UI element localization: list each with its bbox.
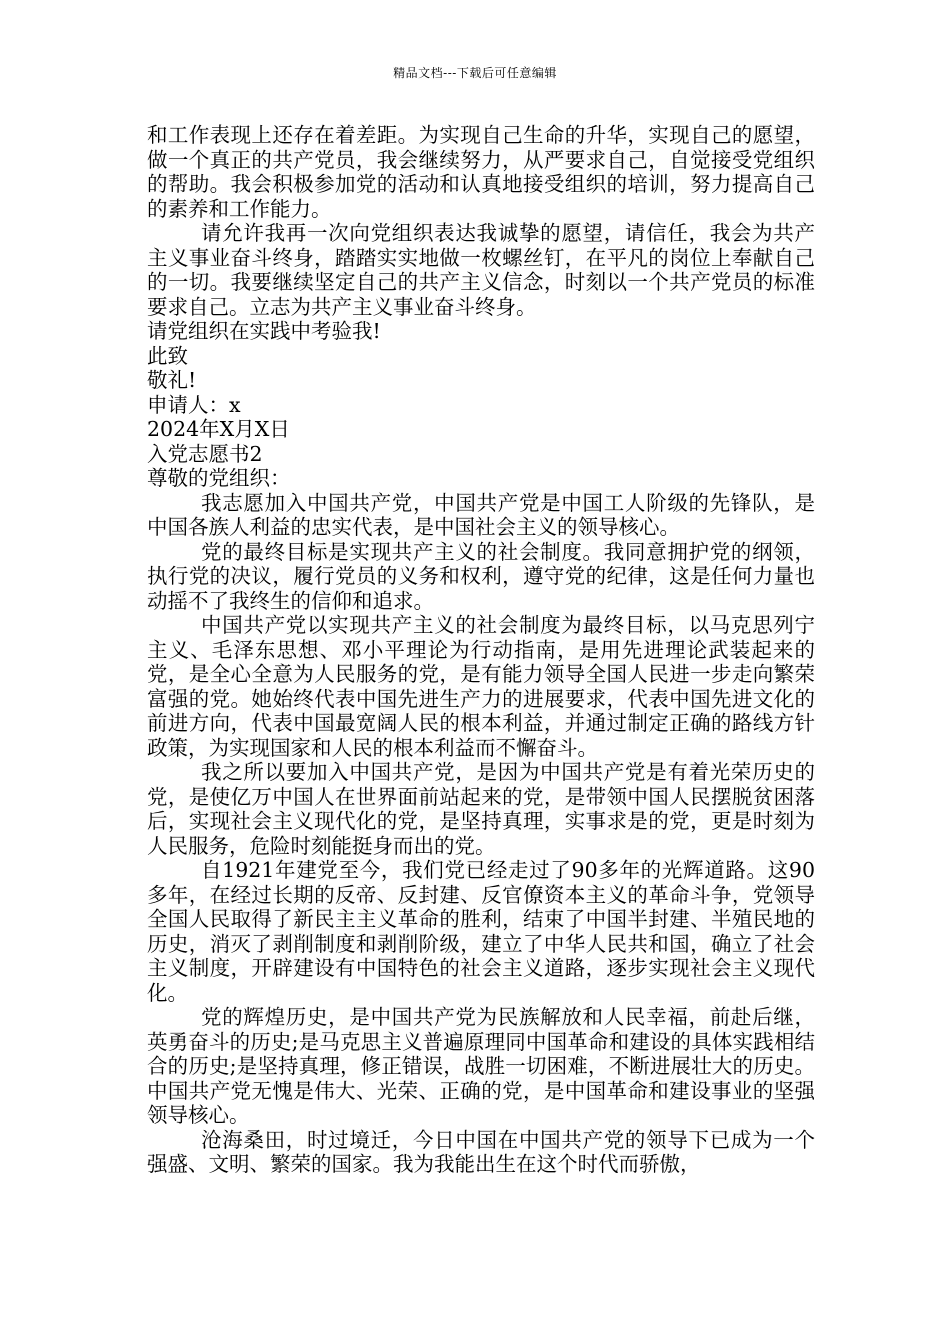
paragraph: 党的最终目标是实现共产主义的社会制度。我同意拥护党的纲领，执行党的决议，履行党员的义务和权利，遵守党的纪律，这是任何力量也动摇不了我终生的信仰和追求。 (147, 539, 815, 613)
greeting-line: 尊敬的党组织： (147, 466, 291, 490)
request-line: 请党组织在实践中考验我! (147, 319, 381, 343)
date-line: 2024年X月X日 (147, 417, 290, 441)
paragraph: 我志愿加入中国共产党，中国共产党是中国工人阶级的先锋队，是中国各族人利益的忠实代表，是中国社会主义的领导核心。 (147, 490, 815, 539)
paragraph: 请允许我再一次向党组织表达我诚挚的愿望，请信任，我会为共产主义事业奋斗终身，踏踏实实地做一枚螺丝钉，在平凡的岗位上奉献自己的一切。我要继续坚定自己的共产主义信念，时刻以一个共产党员的标准要求自己。立志为共产主义事业奋斗终身。 (147, 221, 815, 319)
document-body (147, 123, 815, 1177)
paragraph: 和工作表现上还存在着差距。为实现自己生命的升华，实现自己的愿望，做一个真正的共产党员，我会继续努力，从严要求自己，自觉接受党组织的帮助。我会积极参加党的活动和认真地接受组织的培训，努力提高自己的素养和工作能力。 (147, 123, 815, 221)
paragraph: 自1921年建党至今，我们党已经走过了90多年的光辉道路。这90多年，在经过长期的反帝、反封建、反官僚资本主义的革命斗争，党领导全国人民取得了新民主主义革命的胜利，结束了中国半封建、半殖民地的历史，消灭了剥削制度和剥削阶级，建立了中华人民共和国，确立了社会主义制度，开辟建设有中国特色的社会主义道路，逐步实现社会主义现代化。 (147, 858, 815, 1005)
section-title: 入党志愿书2 (147, 441, 263, 466)
closing-line: 敬礼! (147, 368, 197, 392)
applicant-line: 申请人：x (147, 392, 241, 417)
salutation-line: 此致 (147, 343, 188, 368)
page-header: 精品文档---下载后可任意编辑 (393, 66, 557, 80)
paragraph: 党的辉煌历史，是中国共产党为民族解放和人民幸福，前赴后继，英勇奋斗的历史;是马克思主义普遍原理同中国革命和建设的具体实践相结合的历史;是坚持真理，修正错误，战胜一切困难，不断进展壮大的历史。中国共产党无愧是伟大、光荣、正确的党，是中国革命和建设事业的坚强领导核心。 (147, 1005, 815, 1127)
paragraph: 沧海桑田，时过境迁，今日中国在中国共产党的领导下已成为一个强盛、文明、繁荣的国家。我为我能出生在这个时代而骄傲， (147, 1127, 815, 1176)
paragraph: 中国共产党以实现共产主义的社会制度为最终目标，以马克思列宁主义、毛泽东思想、邓小平理论为行动指南，是用先进理论武装起来的党，是全心全意为人民服务的党，是有能力领导全国人民进一步走向繁荣富强的党。她始终代表中国先进生产力的进展要求，代表中国先进文化的前进方向，代表中国最宽阔人民的根本利益，并通过制定正确的路线方针政策，为实现国家和人民的根本利益而不懈奋斗。 (147, 613, 815, 760)
paragraph: 我之所以要加入中国共产党，是因为中国共产党是有着光荣历史的党，是使亿万中国人在世界面前站起来的党，是带领中国人民摆脱贫困落后，实现社会主义现代化的党，是坚持真理，实事求是的党，更是时刻为人民服务，危险时刻能挺身而出的党。 (147, 760, 815, 858)
